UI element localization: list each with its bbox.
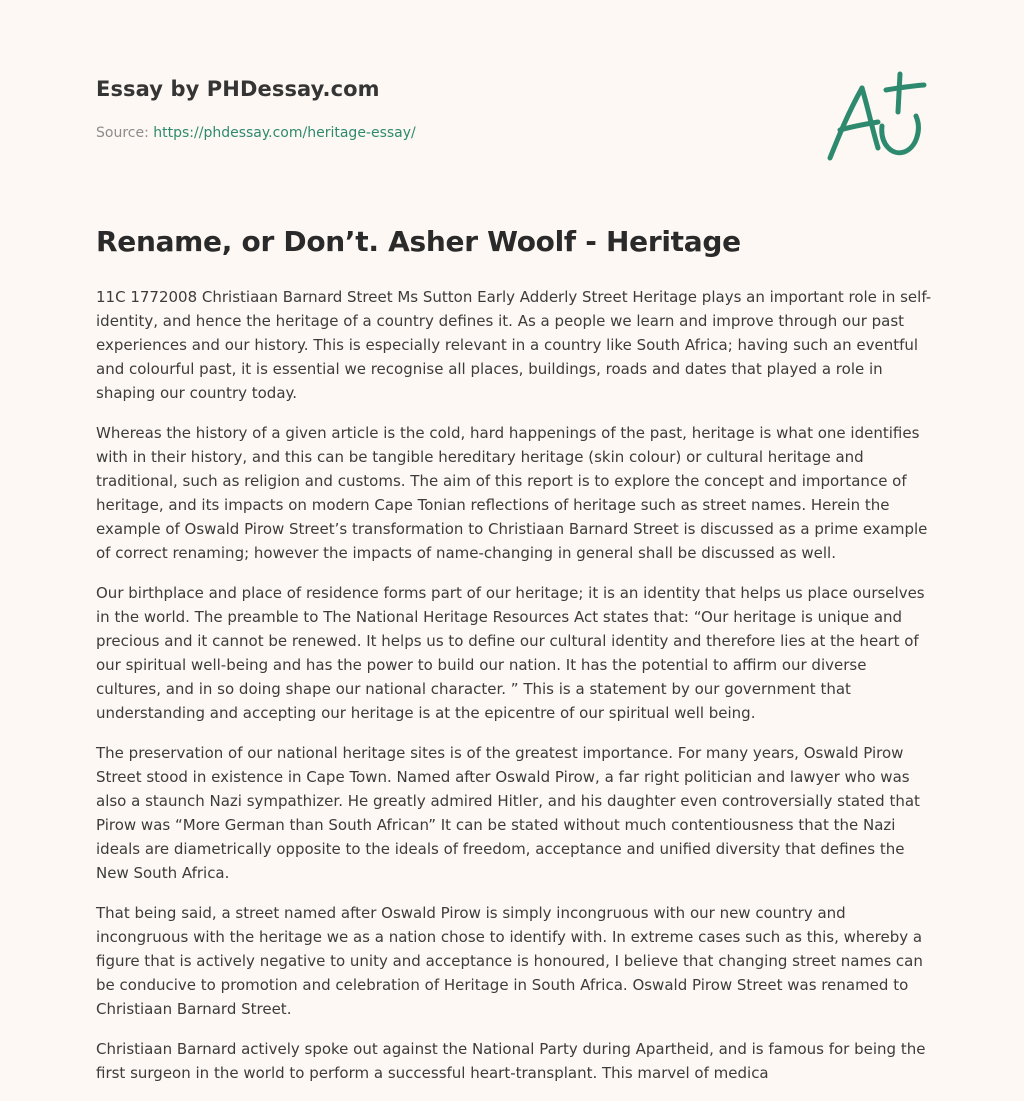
essay-paragraph: 11C 1772008 Christiaan Barnard Street Ms Sutton Early Adderly Street Heritage plays an important role in self-identity, and hence the heritage of a country defines it. As a people we learn and improve through our past experiences and our history. This is especially relevant in a country like South Africa; having such an eventful and colourful past, it is essential we recognise all places, buildings, roads and dates that played a role in shaping our country today.: [96, 288, 932, 402]
a-plus-logo-icon: [820, 68, 930, 168]
site-brand: Essay by PHDessay.com: [96, 77, 380, 101]
essay-paragraph: The preservation of our national heritage sites is of the greatest importance. For many years, Oswald Pirow Street stood in existence in Cape Town. Named after Oswald Pirow, a far right politician and lawyer who was also a staunch Nazi sympathizer. He greatly admired Hitler, and his daughter even controversially stated that Pirow was “More German than South African” It can be stated without much contentiousness that the Nazi ideals are diametrically opposite to the ideals of freedom, acceptance and unified diversity that defines the New South Africa.: [96, 744, 920, 882]
essay-paragraph: Christiaan Barnard actively spoke out against the National Party during Apartheid, and is famous for being the first surgeon in the world to perform a successful heart-transplant. This marvel of medica: [96, 1040, 926, 1082]
essay-title: Rename, or Don’t. Asher Woolf - Heritage: [96, 225, 741, 258]
essay-paragraph: That being said, a street named after Oswald Pirow is simply incongruous with our new country and incongruous with the heritage we as a nation chose to identify with. In extreme cases such as this, whereby a figure that is actively negative to unity and acceptance is honoured, I believe that changing street names can be conducive to promotion and celebration of Heritage in South Africa. Oswald Pirow Street was renamed to Christiaan Barnard Street.: [96, 904, 923, 1018]
source-link[interactable]: https://phdessay.com/heritage-essay/: [153, 125, 416, 141]
source-line: [96, 125, 416, 141]
essay-body: [96, 285, 936, 1101]
essay-paragraph: Our birthplace and place of residence forms part of our heritage; it is an identity that helps us place ourselves in the world. The preamble to The National Heritage Resources Act states that: “Our heritage is unique and precious and it cannot be renewed. It helps us to define our cultural identity and therefore lies at the heart of our spiritual well-being and has the power to build our nation. It has the potential to affirm our diverse cultures, and in so doing shape our national character. ” This is a statement by our government that understanding and accepting our heritage is at the epicentre of our spiritual well being.: [96, 584, 925, 722]
essay-paragraph: Whereas the history of a given article is the cold, hard happenings of the past, heritage is what one identifies with in their history, and this can be tangible hereditary heritage (skin colour) or cultural heritage and traditional, such as religion and customs. The aim of this report is to explore the concept and importance of heritage, and its impacts on modern Cape Tonian reflections of heritage such as street names. Herein the example of Oswald Pirow Street’s transformation to Christiaan Barnard Street is discussed as a prime example of correct renaming; however the impacts of name-changing in general shall be discussed as well.: [96, 424, 928, 562]
source-label: Source:: [96, 125, 154, 141]
